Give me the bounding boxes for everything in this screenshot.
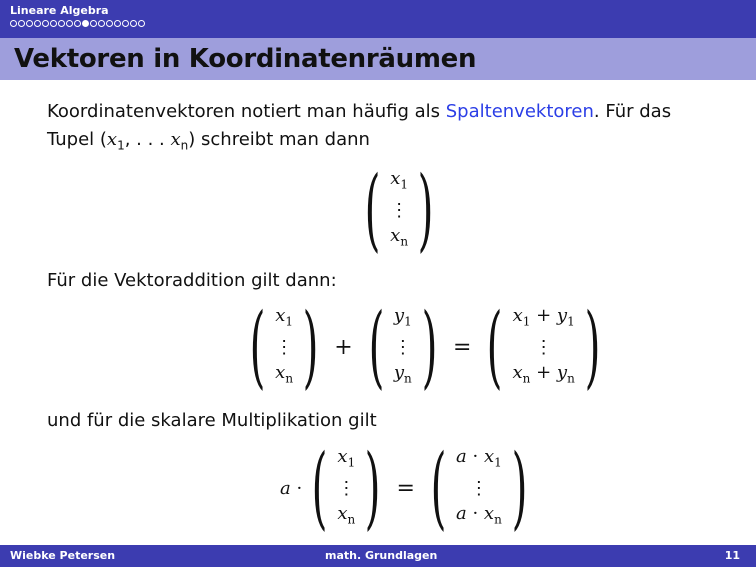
slide-title: Vektoren in Koordinatenräumen — [14, 44, 477, 74]
header-bar — [0, 0, 756, 38]
navigation-dots — [10, 20, 145, 27]
link-spaltenvektoren[interactable]: Spaltenvektoren — [445, 101, 594, 122]
nav-dot[interactable] — [34, 20, 41, 27]
paragraph-1: Koordinatenvektoren notiert man häufig als Spaltenvektoren. Für das Tupel ($x_1$, . . . $x_n$) schreibt man dann — [47, 101, 672, 153]
text: Tupel ( — [47, 129, 107, 150]
nav-dot[interactable] — [26, 20, 33, 27]
footer-title: math. Grundlagen — [325, 549, 438, 562]
nav-dot[interactable] — [106, 20, 113, 27]
nav-dot[interactable] — [98, 20, 105, 27]
nav-dot[interactable] — [130, 20, 137, 27]
nav-dot[interactable] — [58, 20, 65, 27]
nav-dot[interactable] — [18, 20, 25, 27]
nav-dot[interactable] — [50, 20, 57, 27]
nav-dot[interactable] — [42, 20, 49, 27]
text: Koordinatenvektoren notiert man häufig als — [47, 101, 446, 122]
paragraph-2: Für die Vektoraddition gilt dann: — [47, 270, 337, 291]
nav-dot[interactable] — [122, 20, 129, 27]
nav-dot[interactable] — [82, 20, 89, 27]
footer-bar — [0, 545, 756, 567]
vector-addition-equation: ( $x_1$ ⋮ $x_n$ ) + ( $y_1$ ⋮ $y_n$ ) = ( $x_1 + y_1$ ⋮ $x_n + y_n$ ) — [249, 294, 601, 399]
slide-body — [47, 98, 737, 160]
nav-dot[interactable] — [74, 20, 81, 27]
paragraph-3: und für die skalare Multiplikation gilt — [47, 410, 377, 431]
section-title[interactable]: Lineare Algebra — [10, 4, 109, 17]
nav-dot[interactable] — [114, 20, 121, 27]
text: ) schreibt man dann — [188, 129, 370, 150]
title-bar — [0, 38, 756, 80]
footer-author: Wiebke Petersen — [10, 549, 116, 562]
nav-dot[interactable] — [90, 20, 97, 27]
nav-dot[interactable] — [10, 20, 17, 27]
text: . Für das — [593, 101, 672, 122]
page-number: 11 — [724, 549, 740, 562]
nav-dot[interactable] — [66, 20, 73, 27]
nav-dot[interactable] — [138, 20, 145, 27]
column-vector-x: ( $x_1$ ⋮ $x_n$ ) — [364, 157, 434, 262]
scalar-multiplication-equation: a · ( $x_1$ ⋮ $x_n$ ) = ( $a \cdot x_1$ ⋮ $a \cdot x_n$ ) — [280, 435, 528, 540]
